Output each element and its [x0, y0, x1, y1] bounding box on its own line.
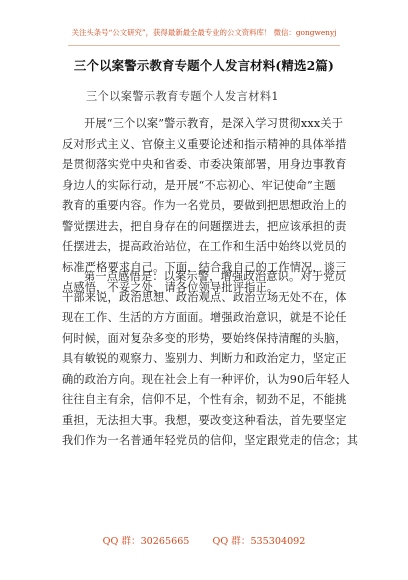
- section-heading: 三个以案警示教育专题个人发言材料1: [86, 90, 279, 103]
- footer-contact: [0, 533, 408, 547]
- paragraph-line: 教育的重要内容。作为一名党员，要做到把思想政治上的: [62, 199, 347, 212]
- paragraph-line: 具有敏锐的观察力、鉴别力、判断力和政治定力，坚定正: [62, 352, 347, 365]
- paragraph-line: 重担，无法担大事。我想，要改变这种看法，首先要坚定: [62, 413, 347, 427]
- footer-qq-group-2: QQ 群：535304092: [212, 536, 306, 547]
- paragraph-line: 干部来说，政治思想、政治观点、政治立场无处不在，体: [62, 290, 347, 304]
- paragraph-line: 反对形式主义、官僚主义重要论述和指示精神的具体举措: [62, 137, 347, 151]
- header-divider: [68, 45, 340, 46]
- paragraph-line: 确的政治方向。现在社会上有一种评价，认为90后年轻人: [62, 372, 350, 386]
- paragraph-line: 往往自主有余，信仰不足，个性有余，韧劲不足，不能挑: [62, 393, 347, 406]
- paragraph-line: 身边人的实际行动，是开展“不忘初心、牢记使命”主题: [62, 178, 336, 192]
- paragraph-line: 开展“三个以案”警示教育，是深入学习贯彻xxx关于: [84, 117, 344, 130]
- document-title: 三个以案警示教育专题个人发言材料(精选2篇): [73, 58, 335, 73]
- paragraph-line: 任摆进去，提高政治站位，在工作和生活中始终以党员的: [62, 240, 347, 253]
- paragraph-line: 现在工作、生活的方方面面。增强政治意识，就是不论任: [62, 311, 347, 324]
- paragraph-line: 警觉摆进去，把自身存在的问题摆进去，把应该承担的责: [62, 219, 347, 233]
- paragraph-line: 第一点感悟是：以案示警，增强政治意识。对于党员: [84, 270, 346, 283]
- header-banner: 关注头条号“公文研究”，获得最新最全最专业的公文资料库！ 微信：gongwenyj: [71, 28, 337, 37]
- paragraph-line: 我们作为一名普通年轻党员的信仰，坚定跟党走的信念；其: [62, 434, 358, 447]
- footer-qq-group-1: QQ 群：30265665: [102, 536, 190, 547]
- paragraph-line: 是贯彻落实党中央和省委、市委决策部署，用身边事教育: [62, 158, 347, 171]
- paragraph-line: 点感悟，不妥之处，请各位领导批评指正。: [62, 281, 279, 294]
- body-paragraph-2: [62, 267, 358, 452]
- paragraph-line: 标准严格要求自己。下面，结合我自己的工作情况，谈三: [62, 260, 347, 274]
- paragraph-line: 何时候，面对复杂多变的形势，要始终保持清醒的头脑，: [62, 331, 347, 345]
